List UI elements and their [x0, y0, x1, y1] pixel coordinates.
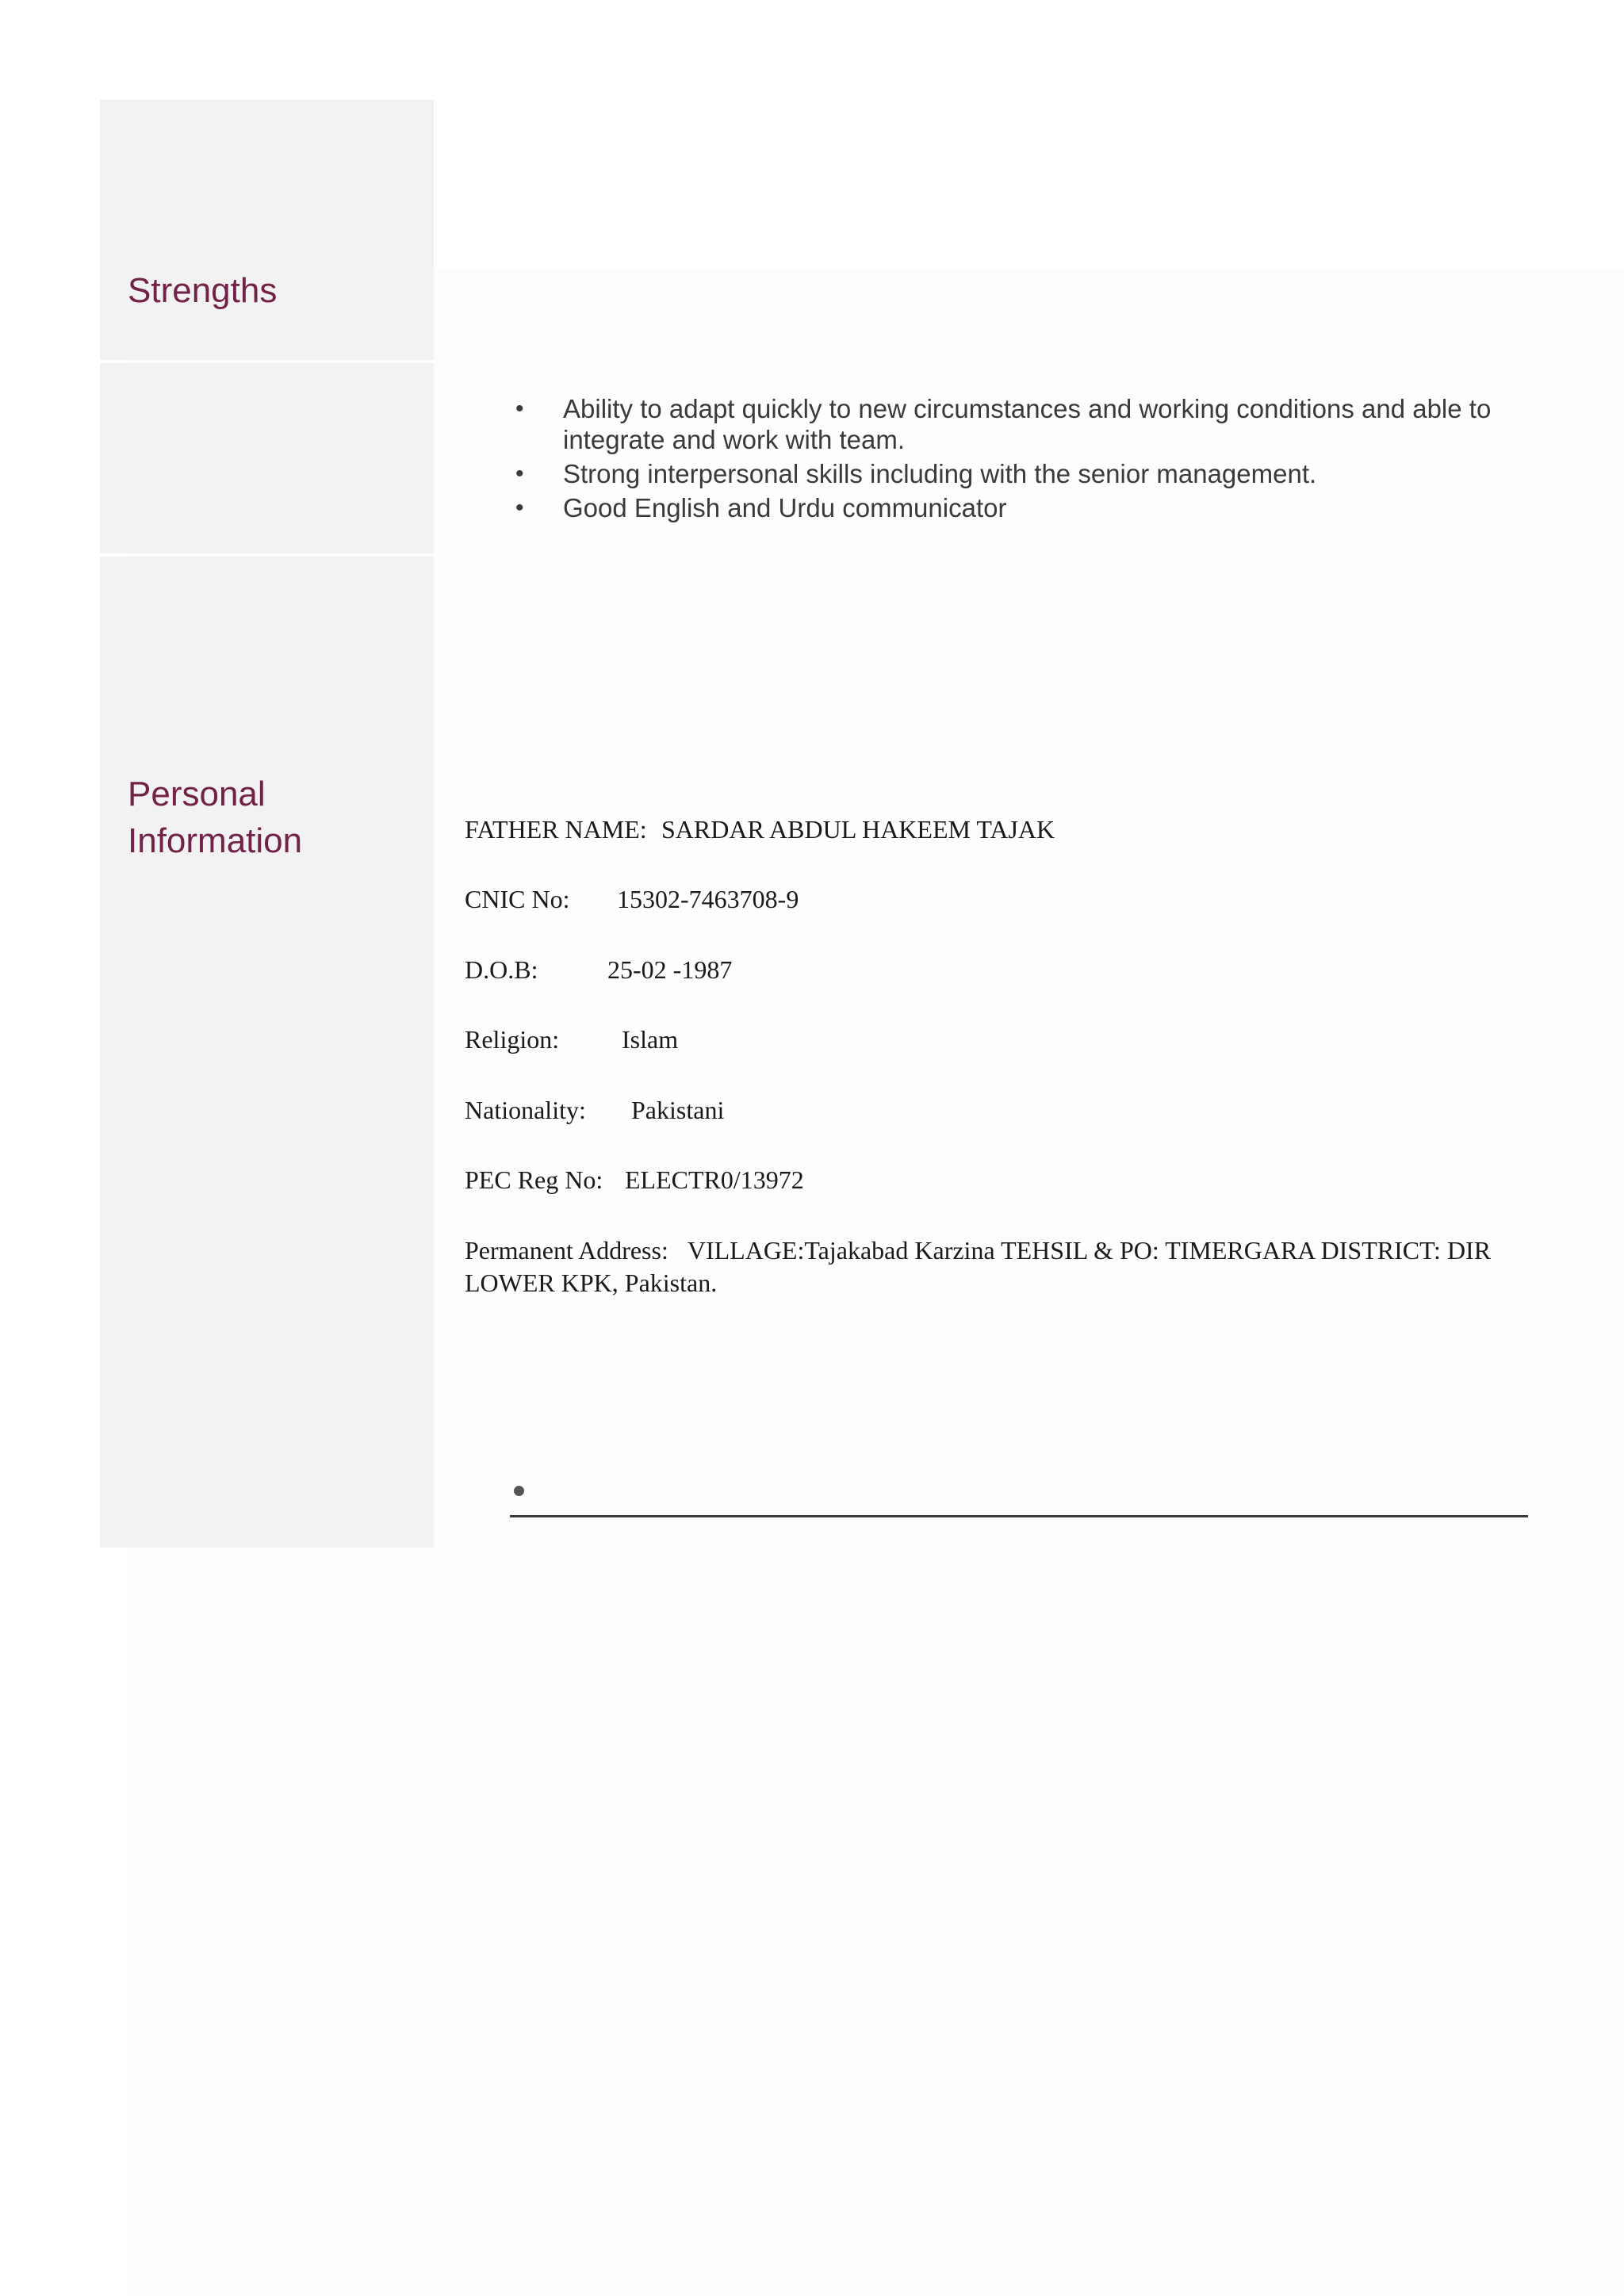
religion-value: Islam — [622, 1025, 679, 1054]
father-name-label: FATHER NAME: — [465, 815, 647, 844]
nationality-row — [465, 1094, 724, 1127]
pec-reg-row — [465, 1164, 804, 1196]
dob-label: D.O.B: — [465, 955, 538, 984]
nationality-value: Pakistani — [631, 1096, 725, 1124]
father-name-value: SARDAR ABDUL HAKEEM TAJAK — [661, 815, 1055, 844]
sidebar-spacer-block — [100, 363, 434, 553]
permanent-address-row — [465, 1234, 1519, 1299]
religion-row — [465, 1024, 678, 1056]
strength-item — [515, 393, 1538, 455]
personal-information-heading — [128, 771, 413, 864]
strength-item — [515, 458, 1538, 489]
cnic-row — [465, 883, 799, 916]
sidebar-personal-block — [100, 557, 434, 1548]
bullet-icon: • — [515, 461, 524, 487]
permanent-address-label: Permanent Address: — [465, 1236, 668, 1265]
sidebar-strengths-block — [100, 100, 434, 360]
pec-reg-value: ELECTR0/13972 — [625, 1165, 804, 1194]
strength-item — [515, 492, 1538, 523]
horizontal-rule — [510, 1515, 1528, 1517]
nationality-label: Nationality: — [465, 1096, 586, 1124]
strength-text: Good English and Urdu communicator — [563, 493, 1007, 522]
empty-bullet-icon — [514, 1486, 524, 1496]
cnic-value: 15302-7463708-9 — [617, 885, 799, 913]
strengths-heading: Strengths — [128, 271, 278, 310]
cnic-label: CNIC No: — [465, 885, 570, 913]
strength-text: Ability to adapt quickly to new circumstances and working conditions and able to integrate and work with team. — [563, 394, 1492, 454]
dob-row — [465, 954, 732, 986]
strengths-list — [515, 393, 1538, 526]
permanent-address-value: VILLAGE:Tajakabad Karzina TEHSIL & PO: TIMERGARA DISTRICT: DIR LOWER KPK, Pakistan. — [465, 1236, 1492, 1297]
religion-label: Religion: — [465, 1025, 560, 1054]
personal-heading-line1: Personal — [128, 775, 266, 813]
bullet-icon: • — [515, 495, 524, 521]
dob-value: 25-02 -1987 — [607, 955, 733, 984]
strength-text: Strong interpersonal skills including with the senior management. — [563, 459, 1317, 488]
personal-heading-line2: Information — [128, 821, 303, 860]
father-name-row — [465, 813, 1055, 846]
bullet-icon: • — [515, 396, 524, 422]
pec-reg-label: PEC Reg No: — [465, 1165, 603, 1194]
